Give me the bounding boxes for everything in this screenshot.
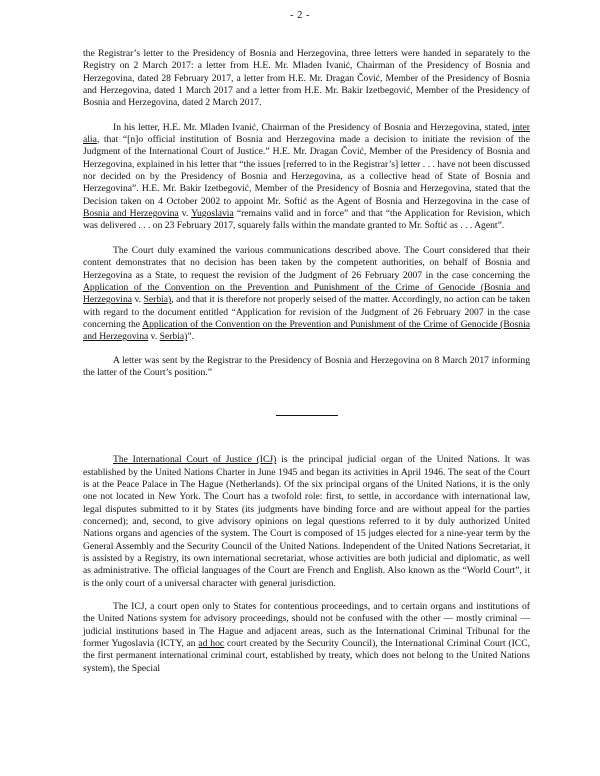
underlined-text: ad hoc <box>198 638 225 650</box>
text-run: The ICJ, a court open only to States for contentious proceedings, and to certain organs and institutions of the United Nations system for advisory proceedings, should not be confused with the other — mostly criminal — judicial institutions based in The Hague and adjacent areas, such as the International Criminal Tribunal for the former Yugoslavia (ICTY, an <box>83 601 530 650</box>
paragraph-court-decision <box>83 245 530 344</box>
case-title: Application of the Convention on the Prevention and Punishment of the Crime of Genocide (Bosnia and Herzegovina <box>83 281 530 306</box>
text-run: , that “[n]o official institution of Bosnia and Herzegovina made a decision to initiate the revision of the Judgment of the International Court of Justice.” H.E. Mr. Dragan Čović, Member of the Presidency of Bosnia and Herzegovina, explained in his letter that “the issues [referred to in the Registrar’s] letter . . . have not been discussed nor decided on by the Presidency of Bosnia and Herzegovina, as a collective head of State of Bosnia and Herzegovina”. H.E. Mr. Bakir Izetbegović, Member of the Presidency of Bosnia and Herzegovina, stated that the Decision taken on 4 October 2002 to appoint Mr. Softić as the Agent of Bosnia and Herzegovina in the case of <box>83 134 530 207</box>
text-run: v. <box>132 294 144 306</box>
paragraph-registrar-letter: A letter was sent by the Registrar to the Presidency of Bosnia and Herzegovina on 8 March 2017 informing the latter of the Court’s position.” <box>83 354 530 378</box>
text-run: The Court duly examined the various communications described above. The Court considered that their content demonstrates that no decision has been taken by the competent authorities, on behalf of Bosnia and Herzegovina as a State, to request the revision of the Judgment of 26 February 2007 in the case concerning the <box>83 244 530 281</box>
section-divider <box>276 415 338 416</box>
text-run: v. <box>148 331 160 343</box>
paragraph-letter-contents <box>83 122 530 233</box>
case-party-name: Yugoslavia <box>191 208 234 220</box>
text-run: v. <box>178 208 192 220</box>
text-run: “remains valid and in force” and that “the Application for Revision, which was delivered . . . on 23 February 2017, squarely falls within the mandate granted to Mr. Softić as . . . Agent”. <box>83 208 530 232</box>
page-number: - 2 - <box>290 10 310 21</box>
case-party-name: Serbia) <box>143 294 172 306</box>
text-run: court created by the Security Council), the International Criminal Court (ICC, the first permanent international criminal court, established by treaty, which does not belong to the United Nations system), the Special <box>83 638 530 674</box>
document-body <box>83 48 530 675</box>
underlined-text: inter alia <box>83 121 530 146</box>
paragraph-icj-description <box>83 454 530 590</box>
case-party-name: Serbia) <box>159 331 188 343</box>
icj-link-text[interactable]: The International Court of Justice (ICJ) <box>113 454 277 466</box>
case-party-name: Bosnia and Herzegovina <box>83 208 179 220</box>
text-run: In his letter, H.E. Mr. Mladen Ivanić, Chairman of the Presidency of Bosnia and Herzegovina, stated, <box>113 121 513 133</box>
text-run: , and that it is therefore not properly seised of the matter. Accordingly, no action can be taken with regard to the document entitled “Application for revision of the Judgment of 26 February 2007 in the case concerning the <box>83 294 530 330</box>
paragraph-icj-distinction <box>83 601 530 675</box>
paragraph-letters-received: the Registrar’s letter to the Presidency of Bosnia and Herzegovina, three letters were handed in separately to the Registry on 2 March 2017: a letter from H.E. Mr. Mladen Ivanić, Chairman of the Presidency of Bosnia and Herzegovina, dated 28 February 2017, a letter from H.E. Mr. Dragan Čović, Member of the Presidency of Bosnia and Herzegovina, dated 1 March 2017 and a letter from H.E. Mr. Bakir Izetbegović, Member of the Presidency of Bosnia and Herzegovina, dated 2 March 2017. <box>83 48 530 109</box>
text-run: ”. <box>187 331 195 343</box>
case-title: Application of the Convention on the Prevention and Punishment of the Crime of Genocide (Bosnia and Herzegovina <box>83 318 530 343</box>
text-run: is the principal judicial organ of the United Nations. It was established by the United Nations Charter in June 1945 and began its activities in April 1946. The seat of the Court is at the Peace Palace in The Hague (Netherlands). Of the six principal organs of the United Nations, it is the only one not located in New York. The Court has a twofold role: first, to settle, in accordance with international law, legal disputes submitted to it by States (its judgments have binding force and are without appeal for the parties concerned); and, second, to give advisory opinions on legal questions referred to it by duly authorized United Nations organs and agencies of the system. The Court is composed of 15 judges elected for a nine-year term by the General Assembly and the Security Council of the United Nations. Independent of the United Nations Secretariat, it is assisted by a Registry, its own international secretariat, whose activities are both judicial and diplomatic, as well as administrative. The official languages of the Court are French and English. Also known as the “World Court”, it is the only court of a universal character with general jurisdiction. <box>83 454 531 589</box>
